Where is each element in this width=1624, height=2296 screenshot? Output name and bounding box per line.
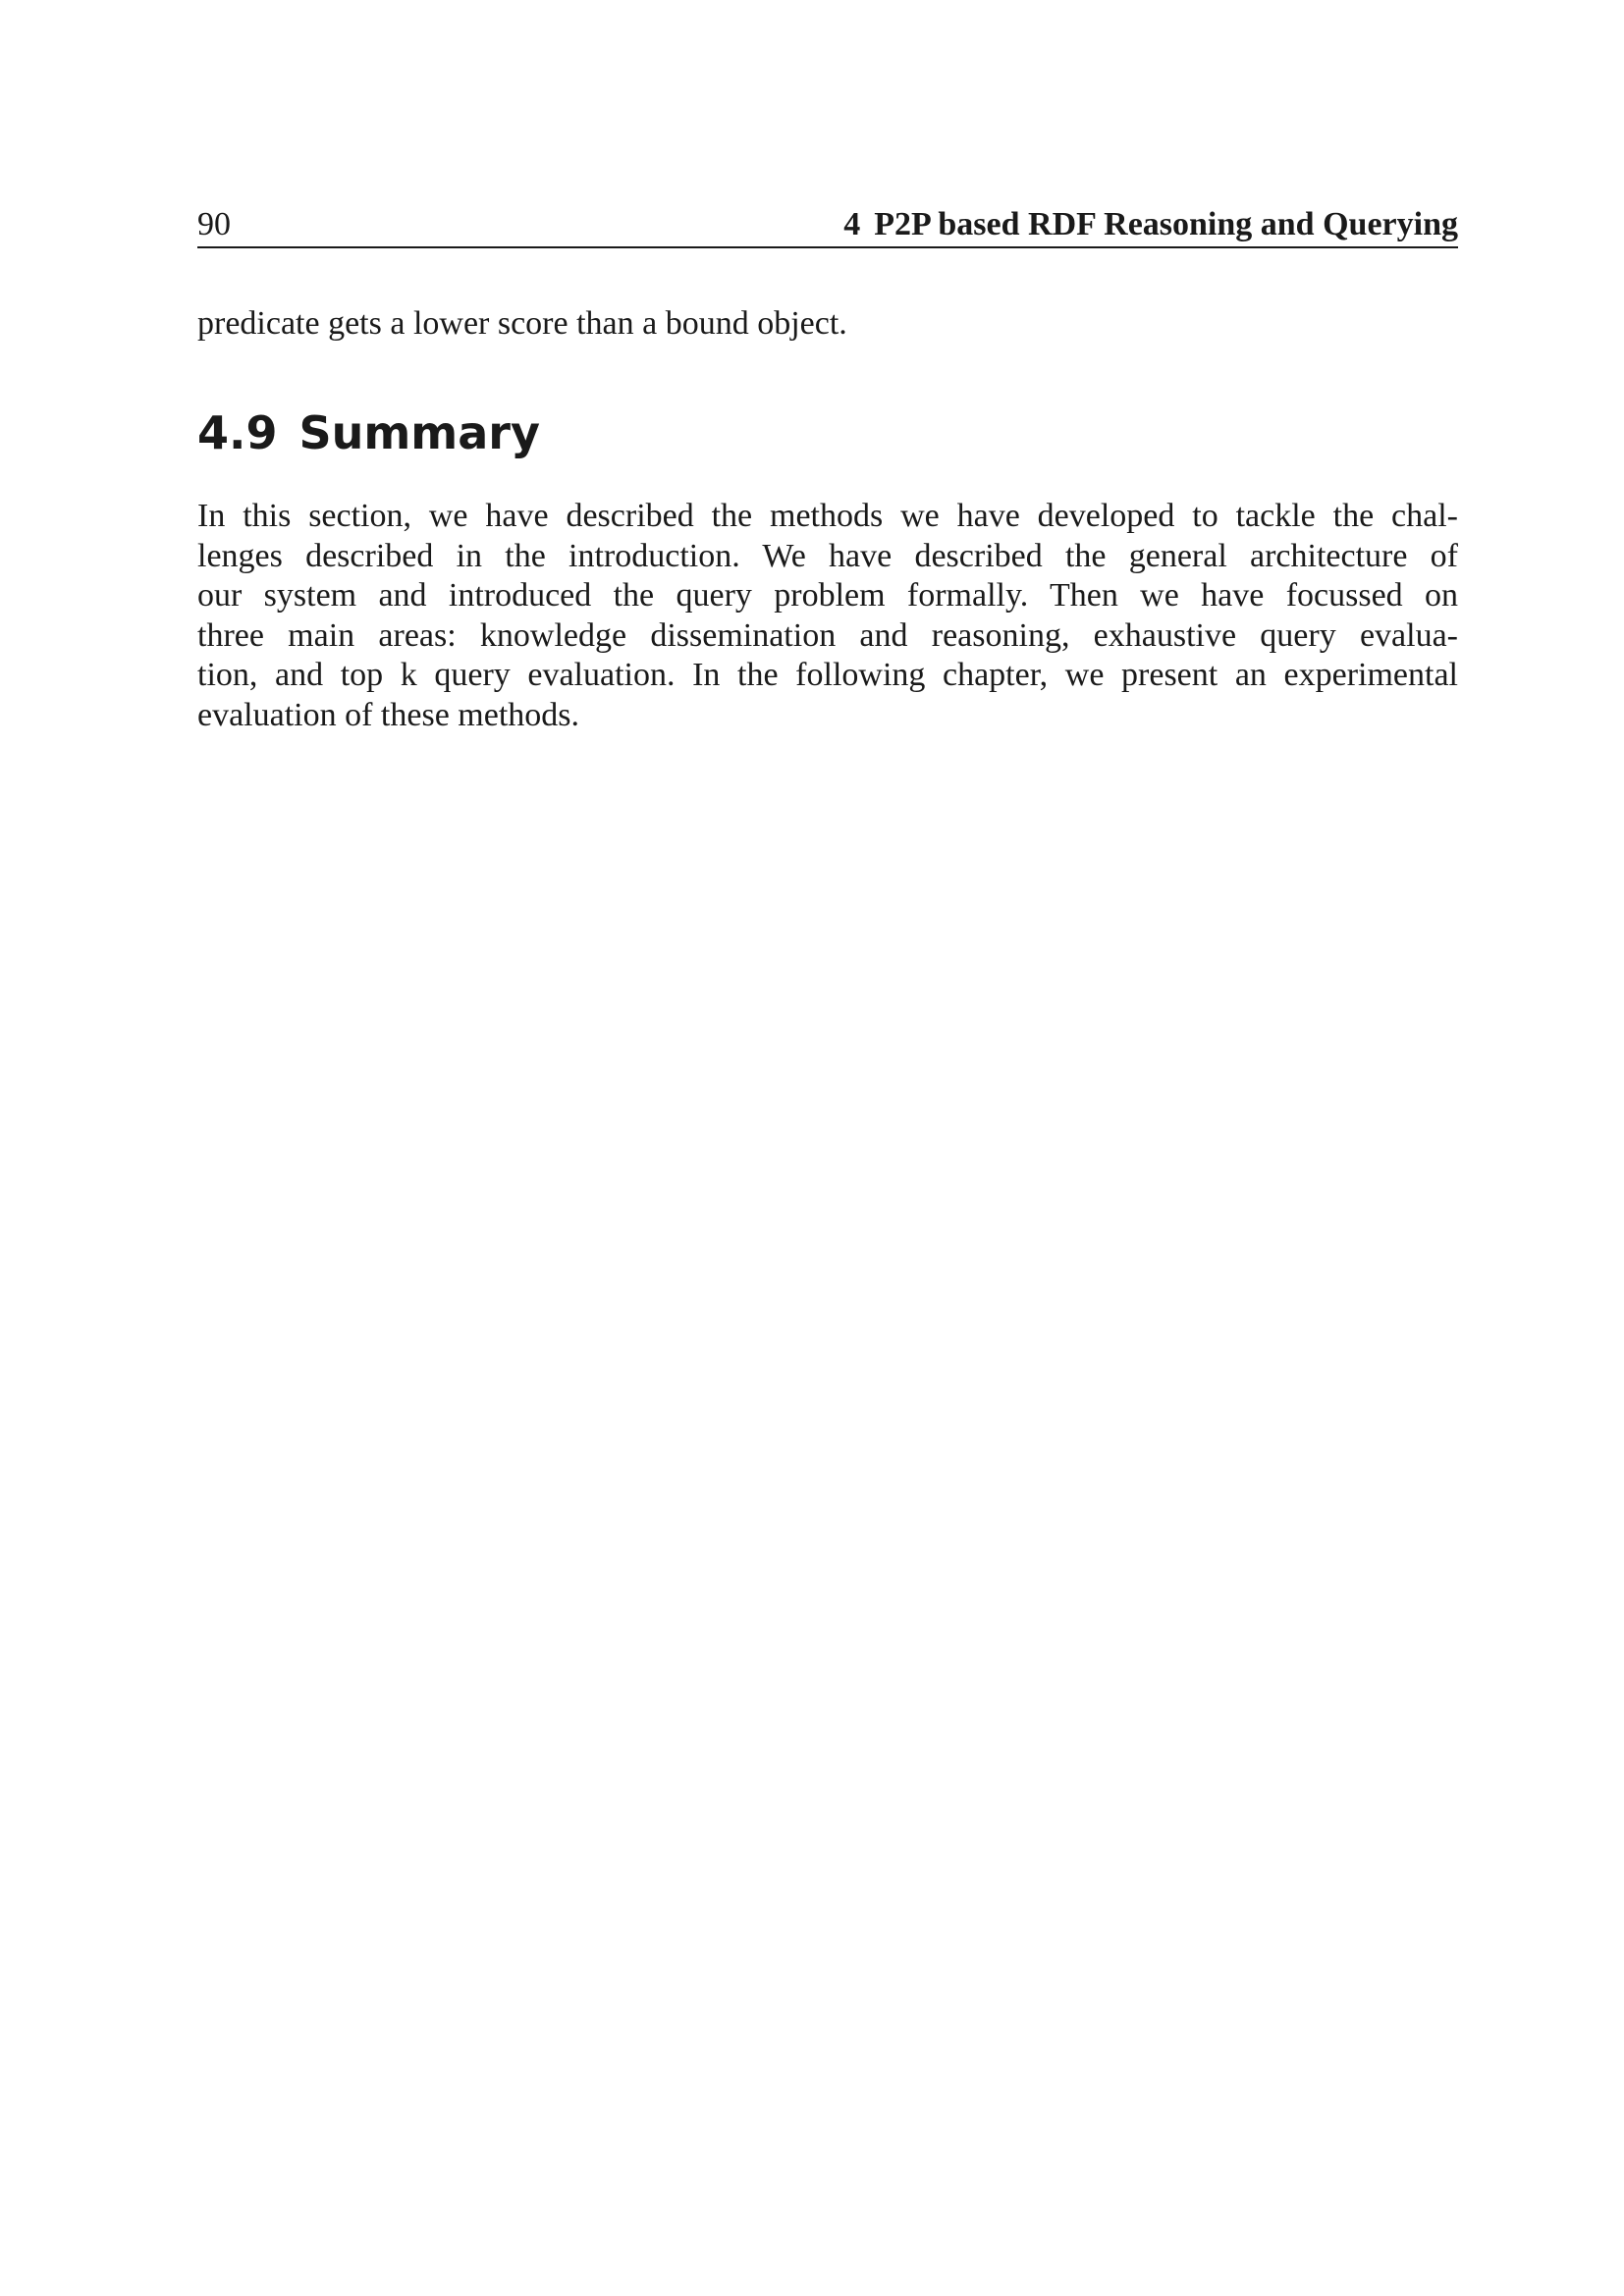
paragraph-line: our system and introduced the query problem formally. Then we have focussed on [197, 577, 1458, 614]
chapter-title [843, 206, 1458, 246]
chapter-title-text: P2P based RDF Reasoning and Querying [874, 206, 1458, 242]
paragraph-line: tion, and top k query evaluation. In the following chapter, we present an experimental [197, 657, 1458, 693]
running-header [197, 201, 1458, 248]
continued-paragraph: predicate gets a lower score than a bound object. [197, 305, 847, 342]
section-title: Summary [298, 406, 540, 459]
section-heading [197, 406, 540, 459]
paragraph-line: In this section, we have described the methods we have developed to tackle the chal- [197, 498, 1458, 534]
chapter-number: 4 [843, 206, 861, 242]
summary-paragraph [197, 497, 1458, 735]
paragraph-line: evaluation of these methods. [197, 696, 580, 733]
paragraph-line: lenges described in the introduction. We have described the general architecture of [197, 537, 1458, 574]
page-number: 90 [197, 206, 231, 242]
section-number: 4.9 [197, 406, 278, 459]
paragraph-line: three main areas: knowledge dissemination and reasoning, exhaustive query evalua- [197, 616, 1458, 654]
